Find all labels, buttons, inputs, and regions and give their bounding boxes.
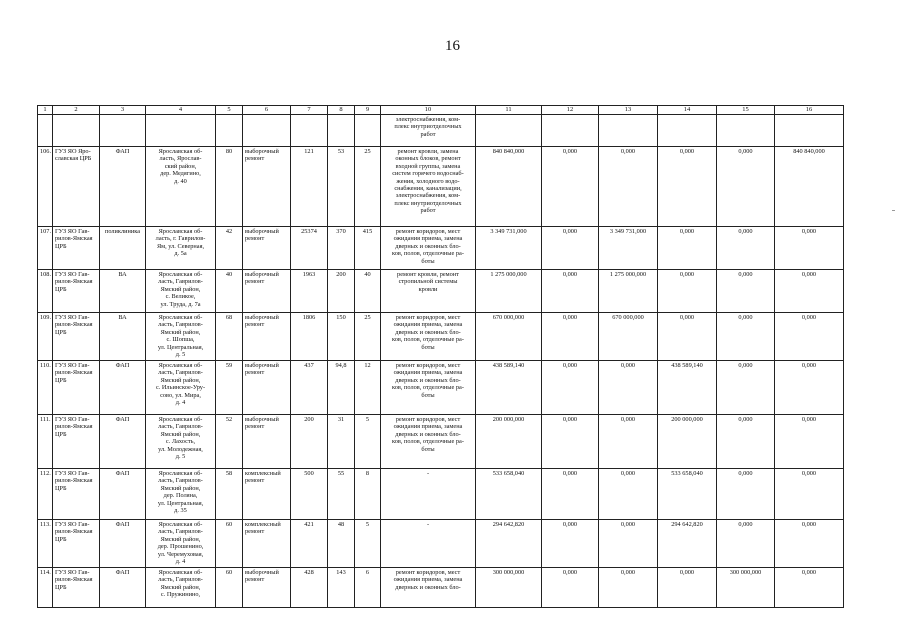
col-14-amount: 0,000	[658, 147, 717, 227]
col-7-value: 121	[291, 147, 328, 227]
column-number-cell: 15	[717, 106, 775, 115]
repair-type: выборочный ремонт	[243, 147, 291, 227]
organization: ГУЗ ЯО Гав- рилов-Ямская ЦРБ	[53, 520, 100, 568]
row-number: 106.	[38, 147, 53, 227]
col-15-amount: 0,000	[717, 313, 775, 361]
col-13-amount: 3 349 731,000	[599, 227, 658, 270]
total-amount: 533 658,040	[476, 469, 542, 520]
col-15-amount: 0,000	[717, 147, 775, 227]
table-row	[38, 568, 844, 608]
column-number-cell: 14	[658, 106, 717, 115]
col-5-value: 42	[216, 227, 243, 270]
col-16-amount: 0,000	[775, 520, 844, 568]
col-13-amount: 0,000	[599, 469, 658, 520]
repair-type: комплексный ремонт	[243, 520, 291, 568]
col-9-value: 6	[355, 568, 381, 608]
address: Ярославская об- ласть, Гаврилов- Ямский район, с. Лахость, ул. Молодежная, д. 5	[146, 415, 216, 469]
col-15-amount: 0,000	[717, 270, 775, 313]
col-5-value: 52	[216, 415, 243, 469]
facility-type: ФАП	[100, 568, 146, 608]
organization: ГУЗ ЯО Яро- славская ЦРБ	[53, 147, 100, 227]
repair-type: выборочный ремонт	[243, 568, 291, 608]
organization: ГУЗ ЯО Гав- рилов-Ямская ЦРБ	[53, 270, 100, 313]
column-number-cell: 5	[216, 106, 243, 115]
repair-type: выборочный ремонт	[243, 270, 291, 313]
works-description: -	[381, 469, 476, 520]
total-amount: 200 000,000	[476, 415, 542, 469]
col-13-amount: 0,000	[599, 520, 658, 568]
total-amount: 438 589,140	[476, 361, 542, 415]
col-15-amount: 0,000	[717, 361, 775, 415]
column-number-cell: 11	[476, 106, 542, 115]
continuation-row	[38, 115, 844, 147]
column-number-row	[38, 106, 844, 115]
total-amount: 840 840,000	[476, 147, 542, 227]
table-row	[38, 469, 844, 520]
table-row	[38, 415, 844, 469]
col-8-value: 48	[328, 520, 355, 568]
col-9-value: 25	[355, 147, 381, 227]
organization: ГУЗ ЯО Гав- рилов-Ямская ЦРБ	[53, 227, 100, 270]
col-12-amount: 0,000	[542, 313, 599, 361]
works-description: ремонт коридоров, мест ожидания приема, замена дверных и оконных бло- ков, полов, отделочные ра- боты	[381, 361, 476, 415]
facility-type: ФАП	[100, 520, 146, 568]
col-12-amount: 0,000	[542, 520, 599, 568]
col-8-value: 94,8	[328, 361, 355, 415]
col-16-amount: 0,000	[775, 469, 844, 520]
continuation-text: электроснабжения, ком- плекс внутриотделочных работ	[381, 115, 476, 147]
column-number-cell: 12	[542, 106, 599, 115]
col-16-amount: 0,000	[775, 415, 844, 469]
col-15-amount: 0,000	[717, 227, 775, 270]
col-13-amount: 0,000	[599, 568, 658, 608]
margin-mark	[892, 210, 895, 211]
col-12-amount: 0,000	[542, 568, 599, 608]
col-16-amount: 0,000	[775, 270, 844, 313]
repair-type: выборочный ремонт	[243, 415, 291, 469]
col-12-amount: 0,000	[542, 147, 599, 227]
col-15-amount: 300 000,000	[717, 568, 775, 608]
works-description: ремонт коридоров, мест ожидания приема, замена дверных и оконных бло-	[381, 568, 476, 608]
row-number: 114.	[38, 568, 53, 608]
column-number-cell: 2	[53, 106, 100, 115]
col-7-value: 1806	[291, 313, 328, 361]
organization: ГУЗ ЯО Гав- рилов-Ямская ЦРБ	[53, 415, 100, 469]
col-7-value: 421	[291, 520, 328, 568]
col-13-amount: 0,000	[599, 415, 658, 469]
col-8-value: 150	[328, 313, 355, 361]
repair-type: выборочный ремонт	[243, 361, 291, 415]
col-5-value: 59	[216, 361, 243, 415]
column-number-cell: 4	[146, 106, 216, 115]
col-13-amount: 0,000	[599, 361, 658, 415]
col-7-value: 25374	[291, 227, 328, 270]
column-number-cell: 9	[355, 106, 381, 115]
table-row	[38, 361, 844, 415]
row-number: 107.	[38, 227, 53, 270]
column-number-cell: 10	[381, 106, 476, 115]
works-description: ремонт коридоров, мест ожидания приема, замена дверных и оконных бло- ков, полов, отделочные ра- боты	[381, 227, 476, 270]
table-row	[38, 227, 844, 270]
repair-type: комплексный ремонт	[243, 469, 291, 520]
col-7-value: 1963	[291, 270, 328, 313]
address: Ярославская об- ласть, Гаврилов- Ямский район, с. Ильинское-Уру- сово, ул. Мира, д. 4	[146, 361, 216, 415]
col-8-value: 53	[328, 147, 355, 227]
column-number-cell: 13	[599, 106, 658, 115]
total-amount: 300 000,000	[476, 568, 542, 608]
col-8-value: 55	[328, 469, 355, 520]
row-number: 112.	[38, 469, 53, 520]
col-14-amount: 0,000	[658, 270, 717, 313]
col-14-amount: 533 658,040	[658, 469, 717, 520]
col-12-amount: 0,000	[542, 270, 599, 313]
facility-type: ФАП	[100, 415, 146, 469]
column-number-cell: 1	[38, 106, 53, 115]
col-14-amount: 0,000	[658, 568, 717, 608]
table-row	[38, 520, 844, 568]
column-number-cell: 16	[775, 106, 844, 115]
col-9-value: 5	[355, 520, 381, 568]
row-number: 110.	[38, 361, 53, 415]
col-7-value: 500	[291, 469, 328, 520]
column-number-cell: 3	[100, 106, 146, 115]
works-description: ремонт кровли, замена оконных блоков, ремонт входной группы, замена систем горячего водоснаб- жения, холодного водо- снабжения, канализации, электроснабжения, ком- плекс внутриотделочных работ	[381, 147, 476, 227]
col-9-value: 415	[355, 227, 381, 270]
col-14-amount: 200 000,000	[658, 415, 717, 469]
repair-program-table	[37, 105, 844, 608]
col-7-value: 437	[291, 361, 328, 415]
col-5-value: 60	[216, 568, 243, 608]
repair-type: выборочный ремонт	[243, 313, 291, 361]
works-description: ремонт коридоров, мест ожидания приема, замена дверных и оконных бло- ков, полов, отделочные ра- боты	[381, 313, 476, 361]
page-number: 16	[445, 38, 460, 54]
works-description: ремонт кровли, ремонт стропильной системы кровли	[381, 270, 476, 313]
col-15-amount: 0,000	[717, 520, 775, 568]
col-12-amount: 0,000	[542, 361, 599, 415]
organization: ГУЗ ЯО Гав- рилов-Ямская ЦРБ	[53, 568, 100, 608]
address: Ярославская об- ласть, Гаврилов- Ямский район, дер. Прошенино, ул. Черемуховая, д. 4	[146, 520, 216, 568]
col-9-value: 8	[355, 469, 381, 520]
col-14-amount: 0,000	[658, 227, 717, 270]
col-8-value: 200	[328, 270, 355, 313]
address: Ярославская об- ласть, Гаврилов- Ямский район, с. Шопша, ул. Центральная, д. 5	[146, 313, 216, 361]
col-12-amount: 0,000	[542, 469, 599, 520]
facility-type: ФАП	[100, 361, 146, 415]
col-15-amount: 0,000	[717, 415, 775, 469]
col-7-value: 200	[291, 415, 328, 469]
col-13-amount: 1 275 000,000	[599, 270, 658, 313]
col-7-value: 428	[291, 568, 328, 608]
col-5-value: 68	[216, 313, 243, 361]
col-16-amount: 0,000	[775, 227, 844, 270]
col-16-amount: 0,000	[775, 313, 844, 361]
col-8-value: 31	[328, 415, 355, 469]
col-8-value: 143	[328, 568, 355, 608]
row-number: 109.	[38, 313, 53, 361]
col-13-amount: 670 000,000	[599, 313, 658, 361]
col-8-value: 370	[328, 227, 355, 270]
col-13-amount: 0,000	[599, 147, 658, 227]
col-9-value: 12	[355, 361, 381, 415]
table-row	[38, 147, 844, 227]
total-amount: 3 349 731,000	[476, 227, 542, 270]
col-16-amount: 0,000	[775, 568, 844, 608]
works-description: ремонт коридоров, мест ожидания приема, замена дверных и оконных бло- ков, полов, отделочные ра- боты	[381, 415, 476, 469]
row-number: 111.	[38, 415, 53, 469]
address: Ярославская об- ласть, Гаврилов- Ямский район, с. Великое, ул. Труда, д. 7а	[146, 270, 216, 313]
address: Ярославская об- ласть, Гаврилов- Ямский район, дер. Поляна, ул. Центральная, д. 35	[146, 469, 216, 520]
col-14-amount: 294 642,820	[658, 520, 717, 568]
column-number-cell: 7	[291, 106, 328, 115]
col-9-value: 5	[355, 415, 381, 469]
column-number-cell: 6	[243, 106, 291, 115]
col-5-value: 40	[216, 270, 243, 313]
col-5-value: 60	[216, 520, 243, 568]
col-5-value: 58	[216, 469, 243, 520]
address: Ярославская об- ласть, Ярослав- ский район, дер. Медягино, д. 40	[146, 147, 216, 227]
facility-type: ФАП	[100, 469, 146, 520]
col-12-amount: 0,000	[542, 415, 599, 469]
row-number: 113.	[38, 520, 53, 568]
facility-type: поликлиника	[100, 227, 146, 270]
facility-type: ВА	[100, 313, 146, 361]
total-amount: 670 000,000	[476, 313, 542, 361]
col-16-amount: 0,000	[775, 361, 844, 415]
facility-type: ФАП	[100, 147, 146, 227]
organization: ГУЗ ЯО Гав- рилов-Ямская ЦРБ	[53, 361, 100, 415]
address: Ярославская об- ласть, Гаврилов- Ямский район, с. Пружинино,	[146, 568, 216, 608]
facility-type: ВА	[100, 270, 146, 313]
total-amount: 1 275 000,000	[476, 270, 542, 313]
total-amount: 294 642,820	[476, 520, 542, 568]
organization: ГУЗ ЯО Гав- рилов-Ямская ЦРБ	[53, 469, 100, 520]
row-number: 108.	[38, 270, 53, 313]
repair-type: выборочный ремонт	[243, 227, 291, 270]
organization: ГУЗ ЯО Гав- рилов-Ямская ЦРБ	[53, 313, 100, 361]
col-14-amount: 0,000	[658, 313, 717, 361]
column-number-cell: 8	[328, 106, 355, 115]
col-15-amount: 0,000	[717, 469, 775, 520]
col-9-value: 25	[355, 313, 381, 361]
col-9-value: 40	[355, 270, 381, 313]
col-5-value: 80	[216, 147, 243, 227]
col-14-amount: 438 589,140	[658, 361, 717, 415]
address: Ярославская об- ласть, г. Гаврилов- Ям, ул. Северная, д. 5а	[146, 227, 216, 270]
col-16-amount: 840 840,000	[775, 147, 844, 227]
table-row	[38, 313, 844, 361]
works-description: -	[381, 520, 476, 568]
table-row	[38, 270, 844, 313]
col-12-amount: 0,000	[542, 227, 599, 270]
